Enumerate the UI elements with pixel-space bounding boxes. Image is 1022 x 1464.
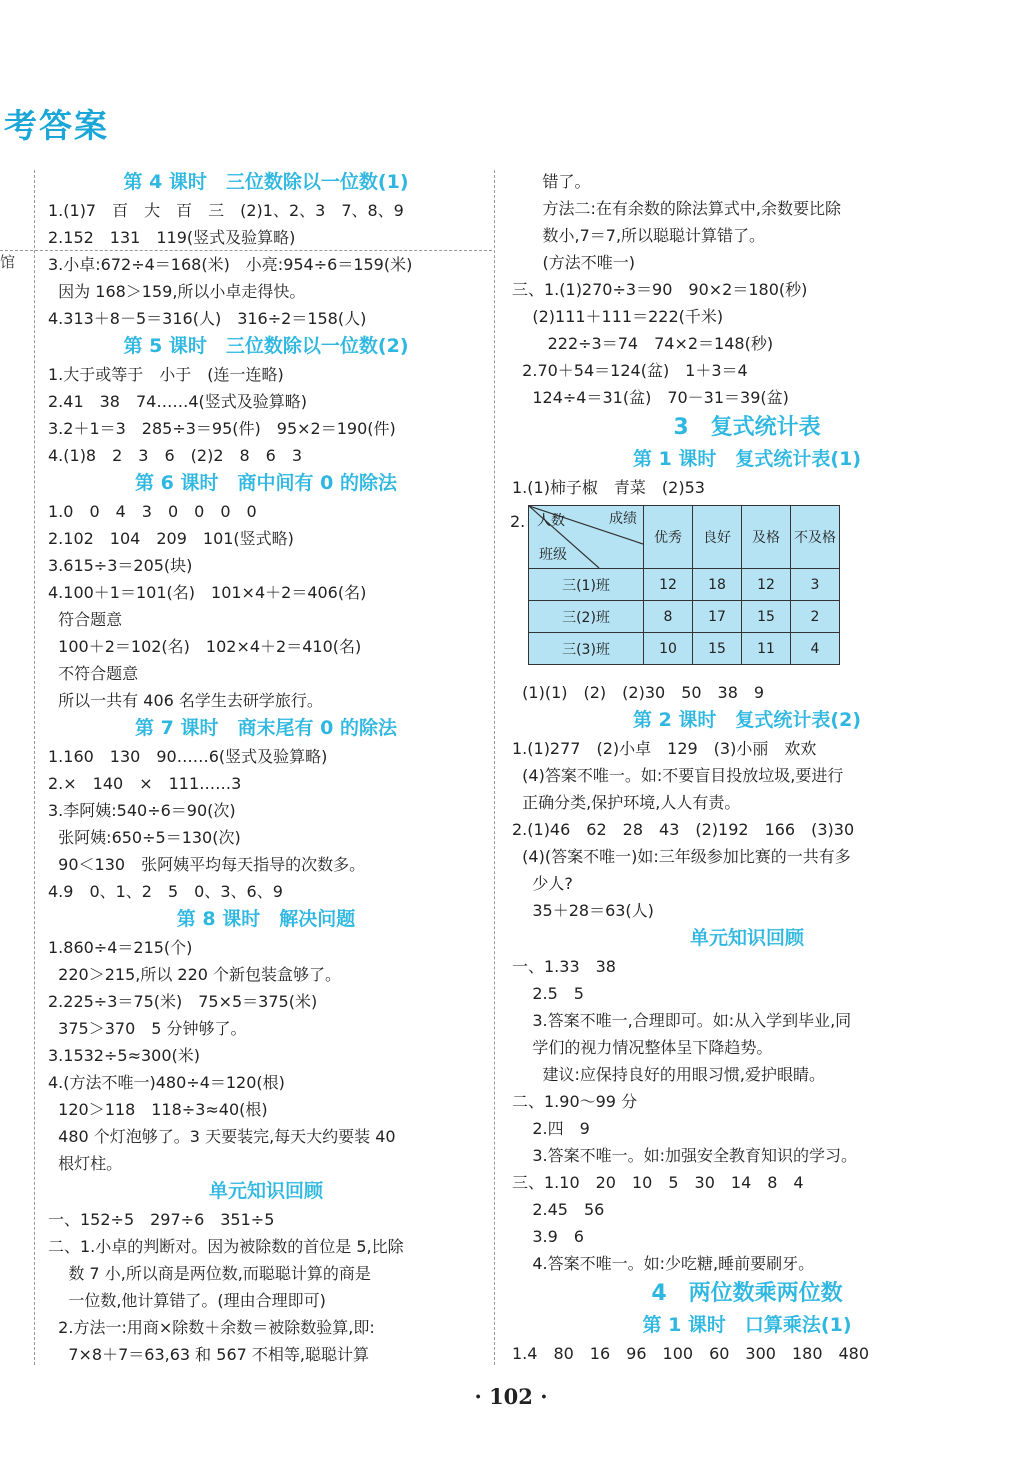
section-heading: 第 7 课时 商末尾有 0 的除法 [135, 717, 397, 739]
table-header-cell: 良好 [693, 506, 742, 569]
answer-line: 二、1.90～99 分 [512, 1092, 638, 1111]
answer-line: 4.100＋1＝101(名) 101×4＋2＝406(名) [48, 583, 367, 602]
answer-line: 3.答案不唯一。如:加强安全教育知识的学习。 [512, 1146, 858, 1165]
answer-line: 学们的视力情况整体呈下降趋势。 [512, 1038, 773, 1057]
answer-line: 错了。 [512, 172, 591, 191]
right-column [512, 168, 982, 1367]
answer-line: 3.答案不唯一,合理即可。如:从入学到毕业,同 [512, 1011, 852, 1030]
table-cell: 18 [693, 569, 742, 601]
answer-line: 4.9 0、1、2 5 0、3、6、9 [48, 882, 283, 901]
answer-line: 不符合题意 [48, 664, 139, 683]
table-cell: 2 [791, 601, 840, 633]
right-column-bottom [512, 679, 982, 1367]
answer-line: 3.2＋1＝3 285÷3＝95(件) 95×2＝190(件) [48, 419, 396, 438]
page-number: · 102 · [474, 1384, 548, 1409]
answer-line: 3.615÷3＝205(块) [48, 556, 193, 575]
answer-line: 100＋2＝102(名) 102×4＋2＝410(名) [48, 637, 362, 656]
answer-line: 35＋28＝63(人) [512, 901, 654, 920]
page-title: 考答案 [4, 106, 109, 145]
table-header-cell: 及格 [742, 506, 791, 569]
answer-line: 375＞370 5 分钟够了。 [48, 1019, 247, 1038]
table-cell: 4 [791, 633, 840, 665]
section-heading: 第 1 课时 复式统计表(1) [632, 448, 862, 470]
answer-line: 1.0 0 4 3 0 0 0 0 [48, 502, 257, 521]
answer-line: (4)答案不唯一。如:不要盲目投放垃圾,要进行 [512, 766, 844, 785]
answer-line: 所以一共有 406 名学生去研学旅行。 [48, 691, 323, 710]
table-cell: 12 [644, 569, 693, 601]
answer-line: 2.方法一:用商×除数＋余数＝被除数验算,即: [48, 1318, 375, 1337]
answer-line: 张阿姨:650÷5＝130(次) [48, 828, 241, 847]
answer-line: 三、1.10 20 10 5 30 14 8 4 [512, 1173, 804, 1192]
section-heading: 单元知识回顾 [208, 1180, 323, 1202]
answer-line: 1.4 80 16 96 100 60 300 180 480 [512, 1344, 870, 1363]
table-cell: 8 [644, 601, 693, 633]
answer-line: 4.(1)8 2 3 6 (2)2 8 6 3 [48, 446, 303, 465]
answer-line: (2)111＋111＝222(千米) [512, 307, 724, 326]
answer-line: 3.小卓:672÷4＝168(米) 小亮:954÷6＝159(米) [48, 255, 413, 274]
answer-line: 正确分类,保护环境,人人有责。 [512, 793, 741, 812]
corner-label-class: 班级 [539, 547, 567, 563]
answer-line: 1.160 130 90……6(竖式及验算略) [48, 747, 328, 766]
answer-line: 222÷3＝74 74×2＝148(秒) [512, 334, 774, 353]
answer-line: (1)(1) (2) (2)30 50 38 9 [512, 683, 765, 702]
table-cell: 3 [791, 569, 840, 601]
answer-line: 一位数,他计算错了。(理由合理即可) [48, 1291, 326, 1310]
section-heading: 第 5 课时 三位数除以一位数(2) [123, 335, 409, 357]
table-corner-cell [529, 506, 644, 569]
answer-line: 数 7 小,所以商是两位数,而聪聪计算的商是 [48, 1264, 371, 1283]
answer-line: 124÷4＝31(盆) 70－31＝39(盆) [512, 388, 789, 407]
section-heading: 单元知识回顾 [689, 927, 804, 949]
section-heading: 第 8 课时 解决问题 [176, 908, 356, 930]
answer-line: 符合题意 [48, 610, 123, 629]
table-cell: 11 [742, 633, 791, 665]
answer-line: 4.(方法不唯一)480÷4＝120(根) [48, 1073, 285, 1092]
answer-line: 2.225÷3＝75(米) 75×5＝375(米) [48, 992, 318, 1011]
answer-line: 一、1.33 38 [512, 957, 616, 976]
table-cell-class: 三(3)班 [529, 633, 644, 665]
table-header-cell: 优秀 [644, 506, 693, 569]
column-divider [494, 170, 495, 1365]
table-cell: 15 [693, 633, 742, 665]
answer-line: 1.860÷4＝215(个) [48, 938, 193, 957]
answer-line: 2.102 104 209 101(竖式略) [48, 529, 294, 548]
corner-label-count: 人数 [537, 513, 565, 529]
table-cell: 12 [742, 569, 791, 601]
corner-label-grade: 成绩 [609, 511, 637, 527]
table-question-label: 2. [510, 512, 526, 531]
answer-line: 根灯柱。 [48, 1154, 123, 1173]
score-table-section [512, 505, 982, 679]
answer-line: (方法不唯一) [512, 253, 636, 272]
score-table [528, 505, 840, 665]
table-header-cell: 不及格 [791, 506, 840, 569]
left-column [48, 168, 484, 1368]
answer-line: 120＞118 118÷3≈40(根) [48, 1100, 268, 1119]
table-row [529, 569, 840, 601]
table-cell-class: 三(2)班 [529, 601, 644, 633]
answer-line: 1.(1)柿子椒 青菜 (2)53 [512, 478, 705, 497]
answer-line: 4.313＋8－5＝316(人) 316÷2＝158(人) [48, 309, 367, 328]
answer-line: (4)(答案不唯一)如:三年级参加比赛的一共有多 [512, 847, 851, 866]
answer-line: 建议:应保持良好的用眼习惯,爱护眼睛。 [512, 1065, 825, 1084]
answer-line: 2.152 131 119(竖式及验算略) [48, 228, 296, 247]
answer-line: 7×8＋7＝63,63 和 567 不相等,聪聪计算 [48, 1345, 369, 1364]
answer-line: 480 个灯泡够了。3 天要装完,每天大约要装 40 [48, 1127, 396, 1146]
answer-line: 2.× 140 × 111……3 [48, 774, 242, 793]
unit-heading: 3 复式统计表 [673, 415, 821, 440]
right-column-top [512, 168, 982, 501]
answer-line: 数小,7＝7,所以聪聪计算错了。 [512, 226, 766, 245]
answer-line: 2.(1)46 62 28 43 (2)192 166 (3)30 [512, 820, 855, 839]
section-heading: 第 2 课时 复式统计表(2) [632, 709, 862, 731]
table-cell-class: 三(1)班 [529, 569, 644, 601]
answer-line: 3.李阿姨:540÷6＝90(次) [48, 801, 236, 820]
answer-line: 一、152÷5 297÷6 351÷5 [48, 1210, 275, 1229]
table-row [529, 601, 840, 633]
answer-line: 因为 168＞159,所以小卓走得快。 [48, 282, 306, 301]
left-margin-divider [34, 170, 35, 1365]
answer-line: 2.70＋54＝124(盆) 1＋3＝4 [512, 361, 748, 380]
margin-character: 馆 [0, 253, 16, 271]
answer-line: 2.45 56 [512, 1200, 605, 1219]
table-row [529, 633, 840, 665]
answer-line: 1.(1)277 (2)小卓 129 (3)小丽 欢欢 [512, 739, 817, 758]
answer-line: 3.9 6 [512, 1227, 584, 1246]
section-heading: 第 1 课时 口算乘法(1) [642, 1314, 852, 1336]
answer-line: 1.大于或等于 小于 (连一连略) [48, 365, 284, 384]
answer-line: 2.41 38 74……4(竖式及验算略) [48, 392, 308, 411]
table-cell: 10 [644, 633, 693, 665]
answer-line: 4.答案不唯一。如:少吃糖,睡前要刷牙。 [512, 1254, 815, 1273]
answer-line: 3.1532÷5≈300(米) [48, 1046, 201, 1065]
answer-line: 1.(1)7 百 大 百 三 (2)1、2、3 7、8、9 [48, 201, 404, 220]
table-cell: 15 [742, 601, 791, 633]
unit-heading: 4 两位数乘两位数 [651, 1281, 843, 1306]
answer-line: 二、1.小卓的判断对。因为被除数的首位是 5,比除 [48, 1237, 404, 1256]
answer-line: 三、1.(1)270÷3＝90 90×2＝180(秒) [512, 280, 808, 299]
answer-line: 220＞215,所以 220 个新包装盒够了。 [48, 965, 342, 984]
answer-line: 2.四 9 [512, 1119, 590, 1138]
section-heading: 第 6 课时 商中间有 0 的除法 [135, 472, 397, 494]
answer-line: 90＜130 张阿姨平均每天指导的次数多。 [48, 855, 366, 874]
answer-line: 方法二:在有余数的除法算式中,余数要比除 [512, 199, 841, 218]
table-cell: 17 [693, 601, 742, 633]
answer-line: 2.5 5 [512, 984, 584, 1003]
section-heading: 第 4 课时 三位数除以一位数(1) [123, 171, 409, 193]
answer-line: 少人? [512, 874, 573, 893]
